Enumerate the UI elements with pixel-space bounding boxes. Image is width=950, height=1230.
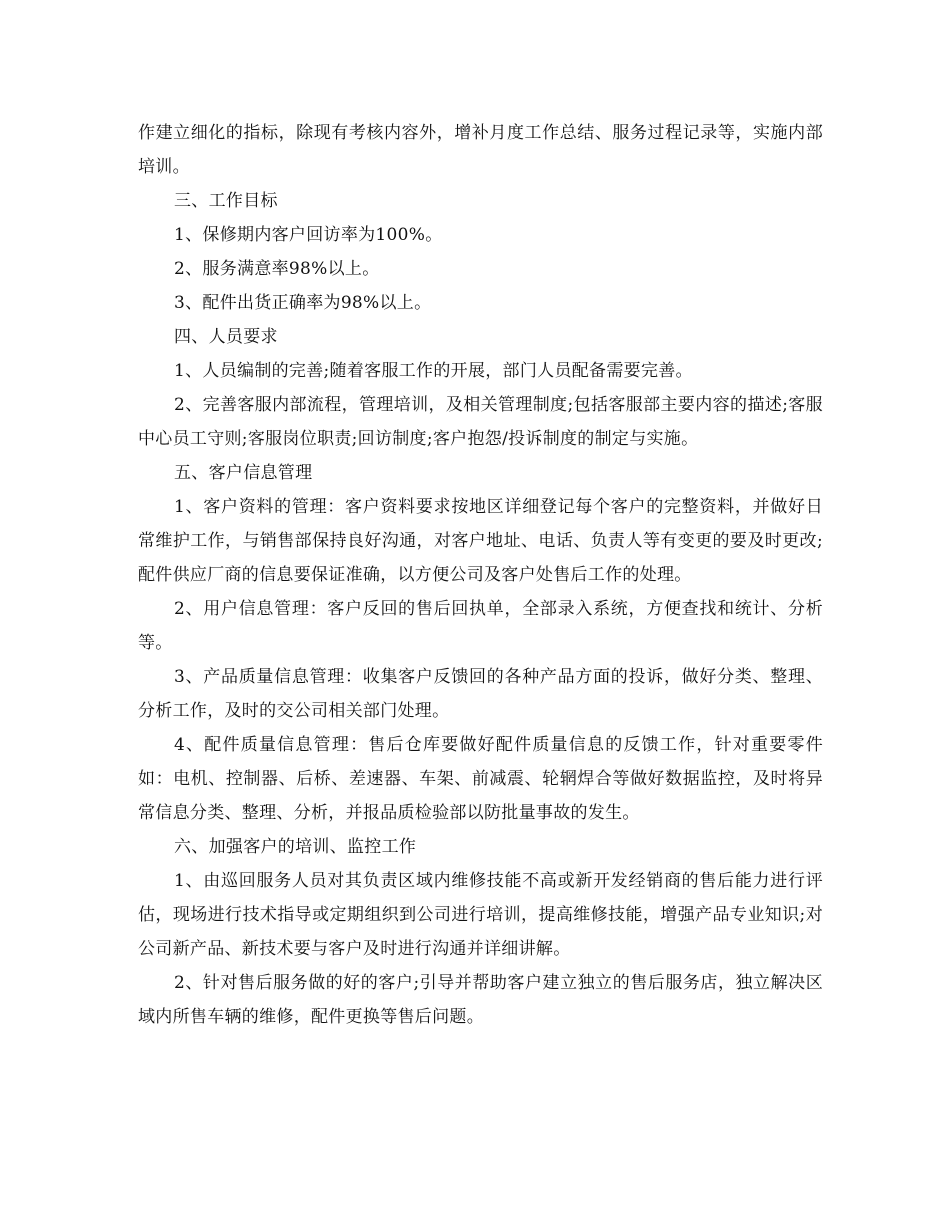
customer-info-item-2: 2、用户信息管理：客户反回的售后回执单，全部录入系统，方便查找和统计、分析等。	[138, 599, 823, 653]
staff-item-1: 1、人员编制的完善;随着客服工作的开展，部门人员配备需要完善。	[174, 361, 693, 381]
document-body	[138, 116, 823, 1034]
section-heading-customer-info: 五、客户信息管理	[174, 463, 313, 483]
goal-item-3: 3、配件出货正确率为98%以上。	[174, 293, 432, 313]
section-heading-staff: 四、人员要求	[174, 327, 278, 347]
customer-info-item-1: 1、客户资料的管理：客户资料要求按地区详细登记每个客户的完整资料，并做好日常维护工作，与销售部保持良好沟通，对客户地址、电话、负责人等有变更的要及时更改;配件供应厂商的信息要保证准确，以方便公司及客户处售后工作的处理。	[138, 497, 823, 585]
goal-item-2: 2、服务满意率98%以上。	[174, 259, 380, 279]
training-item-2: 2、针对售后服务做的好的客户;引导并帮助客户建立独立的售后服务店，独立解决区域内所售车辆的维修，配件更换等售后问题。	[138, 973, 823, 1027]
staff-item-2: 2、完善客服内部流程，管理培训，及相关管理制度;包括客服部主要内容的描述;客服中心员工守则;客服岗位职责;回访制度;客户抱怨/投诉制度的制定与实施。	[138, 395, 823, 449]
paragraph-continuation: 作建立细化的指标，除现有考核内容外，增补月度工作总结、服务过程记录等，实施内部培训。	[138, 123, 823, 177]
section-heading-training: 六、加强客户的培训、监控工作	[174, 837, 417, 857]
section-heading-goals: 三、工作目标	[174, 191, 278, 211]
customer-info-item-3: 3、产品质量信息管理：收集客户反馈回的各种产品方面的投诉，做好分类、整理、分析工作，及时的交公司相关部门处理。	[138, 667, 823, 721]
goal-item-1: 1、保修期内客户回访率为100%。	[174, 225, 443, 245]
customer-info-item-4: 4、配件质量信息管理：售后仓库要做好配件质量信息的反馈工作，针对重要零件如：电机、控制器、后桥、差速器、车架、前减震、轮辋焊合等做好数据监控，及时将异常信息分类、整理、分析，并报品质检验部以防批量事故的发生。	[138, 735, 823, 823]
training-item-1: 1、由巡回服务人员对其负责区域内维修技能不高或新开发经销商的售后能力进行评估，现场进行技术指导或定期组织到公司进行培训，提高维修技能，增强产品专业知识;对公司新产品、新技术要与客户及时进行沟通并详细讲解。	[138, 871, 823, 959]
